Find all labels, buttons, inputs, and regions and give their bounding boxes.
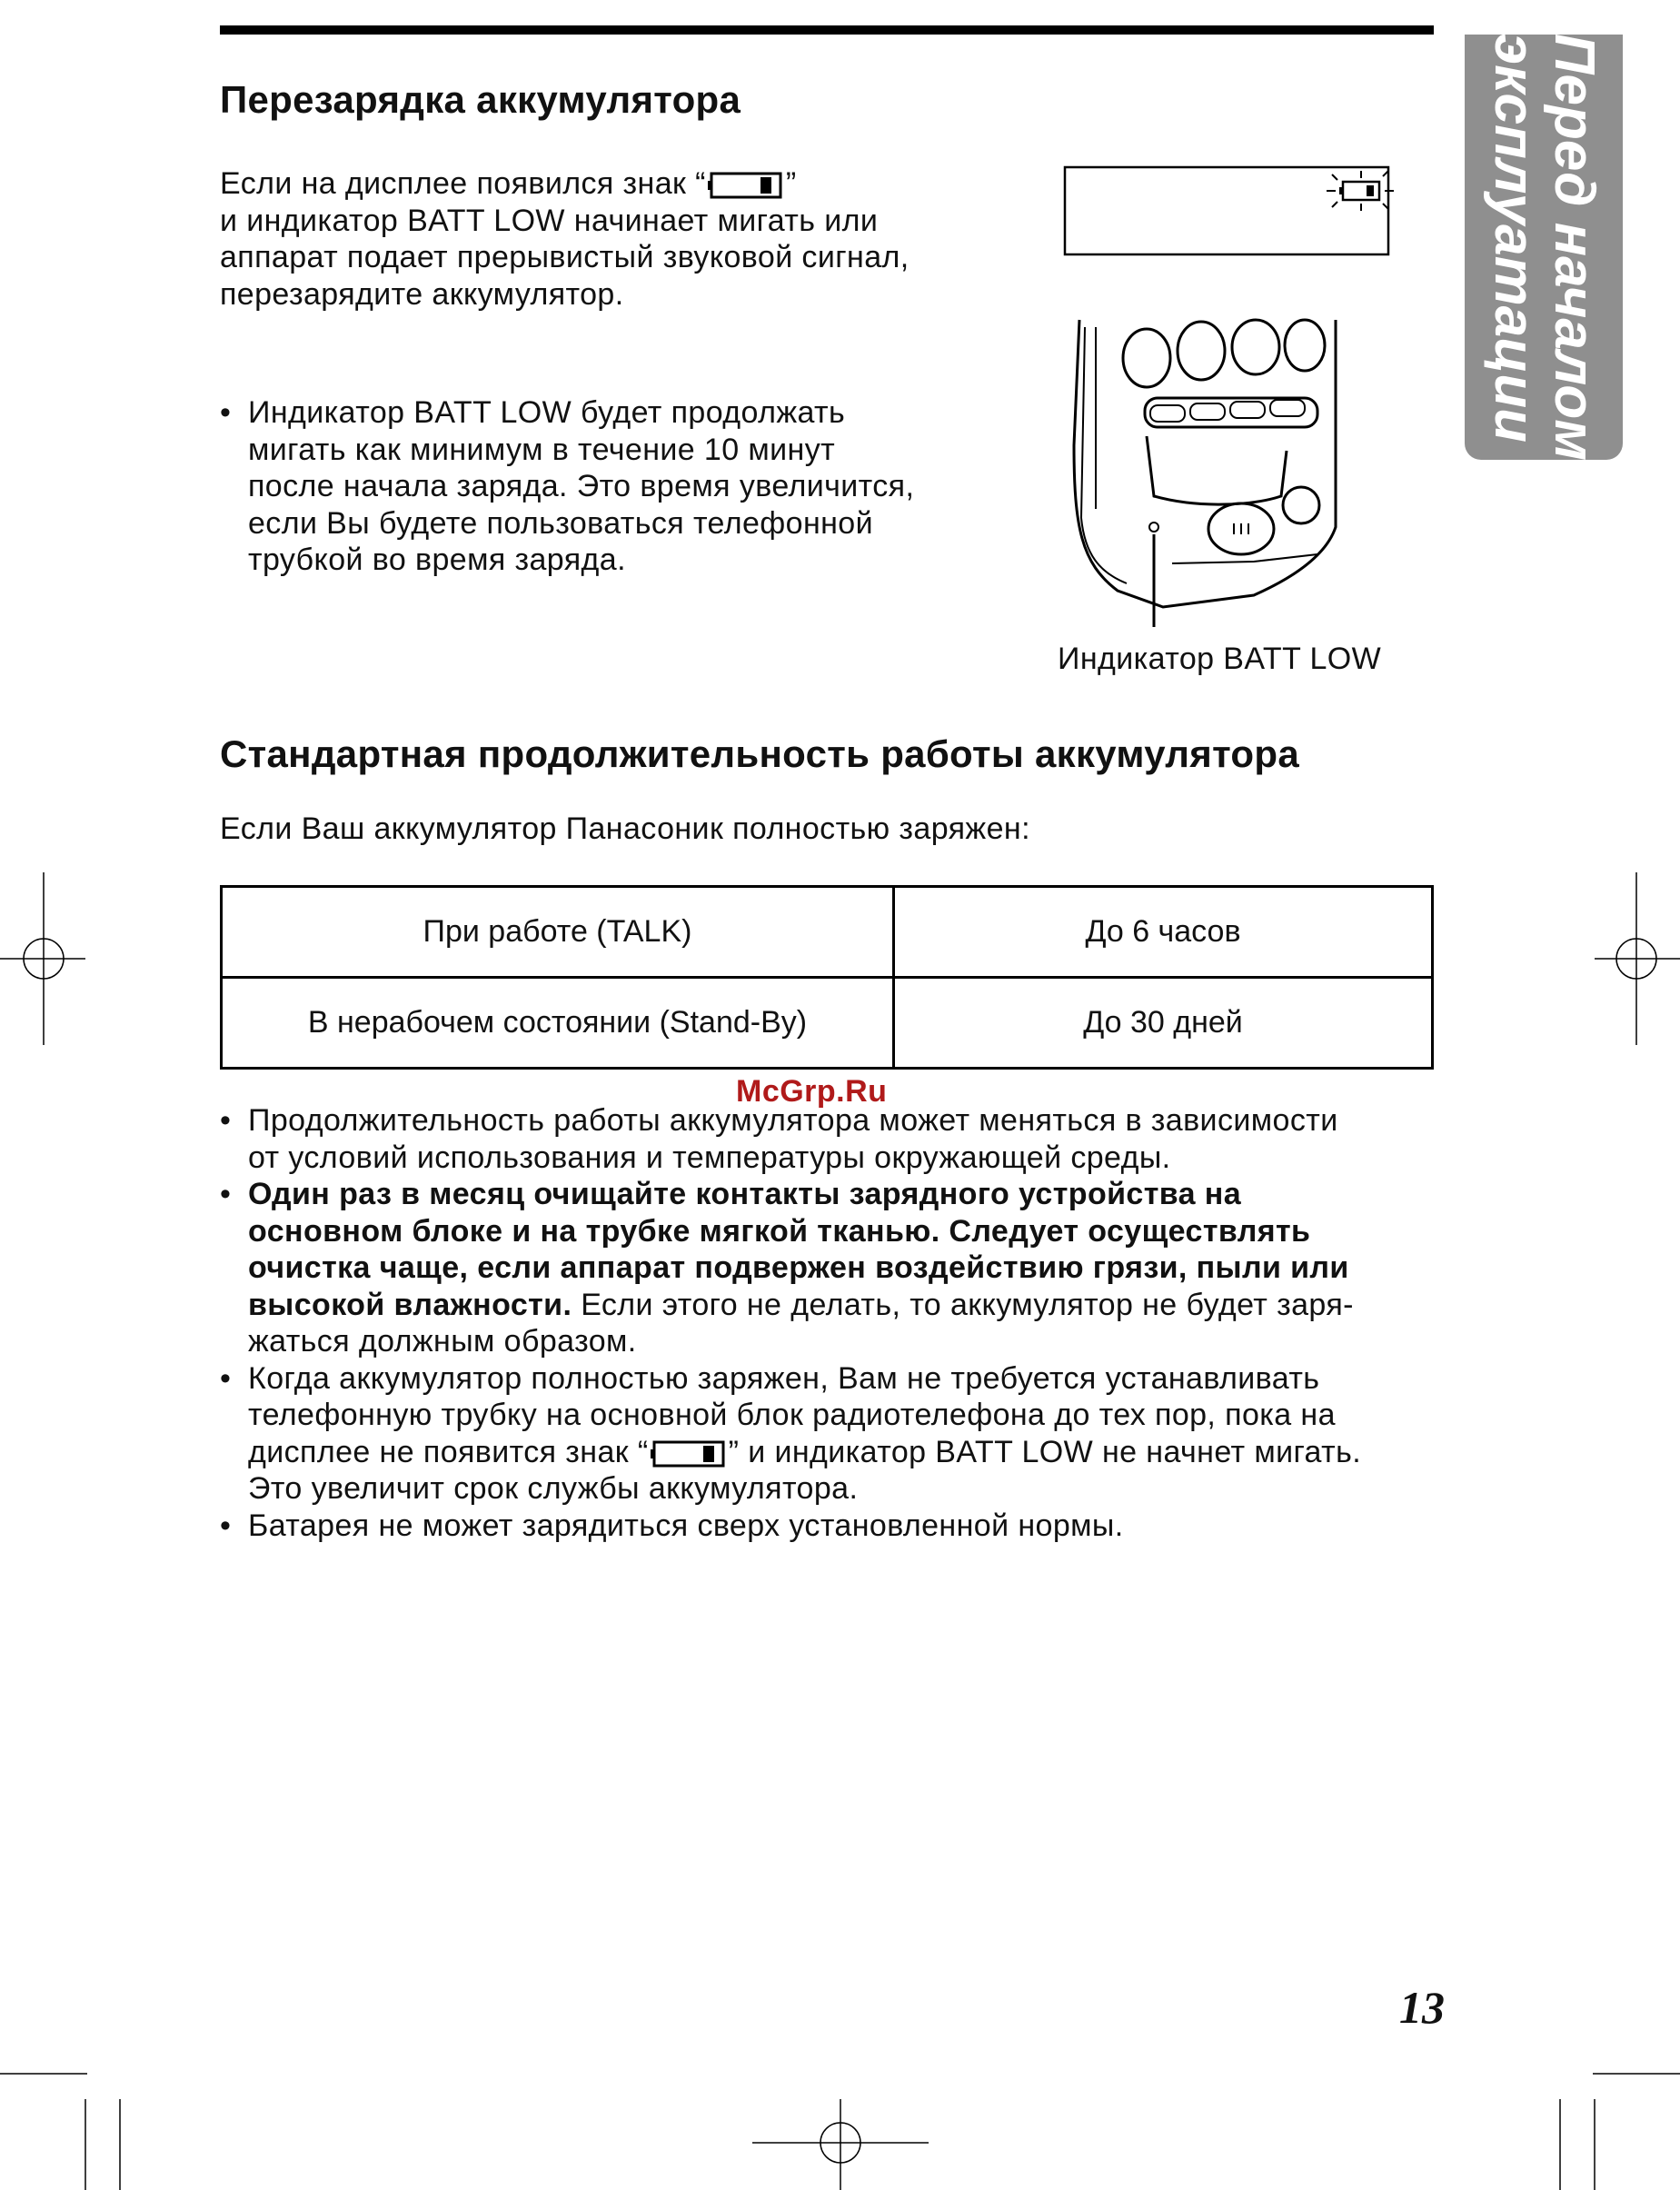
recharge-bullet bbox=[220, 394, 1029, 579]
top-rule bbox=[220, 25, 1434, 35]
recharge-bullet-line5: трубкой во время заряда. bbox=[248, 543, 626, 577]
recharge-bullet-line4: если Вы будете пользоваться телефонной bbox=[248, 505, 873, 541]
side-tab-line1: Перед началом bbox=[1543, 33, 1605, 462]
recharge-intro-line1: Если на дисплее появился знак “ ” bbox=[220, 166, 797, 201]
table-cell-mode: При работе (TALK) bbox=[222, 887, 894, 978]
registration-mark-bottom bbox=[745, 2090, 936, 2190]
table-cell-duration: До 6 часов bbox=[894, 887, 1433, 978]
battery-life-table bbox=[220, 885, 1434, 1070]
recharge-bullet-line3: после начала заряда. Это время увеличится, bbox=[248, 469, 915, 503]
battery-life-intro: Если Ваш аккумулятор Панасоник полностью заряжен: bbox=[220, 811, 1030, 846]
recharge-bullet-line1: • Индикатор BATT LOW будет продолжать bbox=[248, 395, 846, 430]
page-number: 13 bbox=[1399, 1982, 1445, 2033]
crop-mark-bottom-left bbox=[0, 2063, 145, 2190]
display-illustration bbox=[1063, 164, 1408, 264]
recharge-bullet-line2: мигать как минимум в течение 10 минут bbox=[248, 432, 836, 467]
note-1: • Продолжительность работы аккумулятора может меняться в зависимости от условий использования и температуры окружающей среды. bbox=[220, 1102, 1492, 1176]
registration-mark-right bbox=[1589, 854, 1680, 1054]
recharge-intro-line3: аппарат подает прерывистый звуковой сигнал, bbox=[220, 240, 910, 274]
side-tab-label bbox=[1484, 34, 1604, 461]
figure-caption: Индикатор BATT LOW bbox=[1058, 642, 1382, 676]
side-tab-line2: эксплуатации bbox=[1483, 33, 1546, 443]
table-row bbox=[222, 978, 1433, 1069]
table-cell-mode: В нерабочем состоянии (Stand-By) bbox=[222, 978, 894, 1069]
recharge-intro bbox=[220, 165, 1001, 313]
crop-mark-bottom-right bbox=[1535, 2063, 1680, 2190]
registration-mark-left bbox=[0, 854, 91, 1054]
table-cell-duration: До 30 дней bbox=[894, 978, 1433, 1069]
watermark: McGrp.Ru bbox=[736, 1074, 888, 1109]
section-battery-life-title: Стандартная продолжительность работы аккумулятора bbox=[220, 732, 1299, 775]
battery-notes bbox=[220, 1102, 1492, 1544]
note-3: • Когда аккумулятор полностью заряжен, Вам не требуется устанавливать телефонную трубку на основной блок радиотелефона до тех пор, пока на дисплее не появится знак “ ” и индикатор BATT LOW не начнет мигать. Это увеличит срок службы аккумулятора. bbox=[220, 1360, 1492, 1508]
table-row bbox=[222, 887, 1433, 978]
section-recharge-title: Перезарядка аккумулятора bbox=[220, 78, 741, 121]
battery-low-icon bbox=[708, 169, 784, 202]
note-2: • Один раз в месяц очищайте контакты зарядного устройства на основном блоке и на трубке мягкой тканью. Следует осуществлять очистка чаще, если аппарат подвержен воздействию грязи, пыли или высокой влажности. Если этого не делать, то аккумулятор не будет заря- жаться должным образом. bbox=[220, 1176, 1492, 1360]
side-tab bbox=[1465, 35, 1623, 460]
recharge-intro-line2: и индикатор BATT LOW начинает мигать или bbox=[220, 203, 879, 238]
handset-illustration bbox=[1063, 291, 1345, 636]
battery-low-icon bbox=[651, 1438, 727, 1470]
recharge-intro-line4: перезарядите аккумулятор. bbox=[220, 276, 624, 312]
note-4: • Батарея не может зарядиться сверх установленной нормы. bbox=[220, 1508, 1492, 1545]
